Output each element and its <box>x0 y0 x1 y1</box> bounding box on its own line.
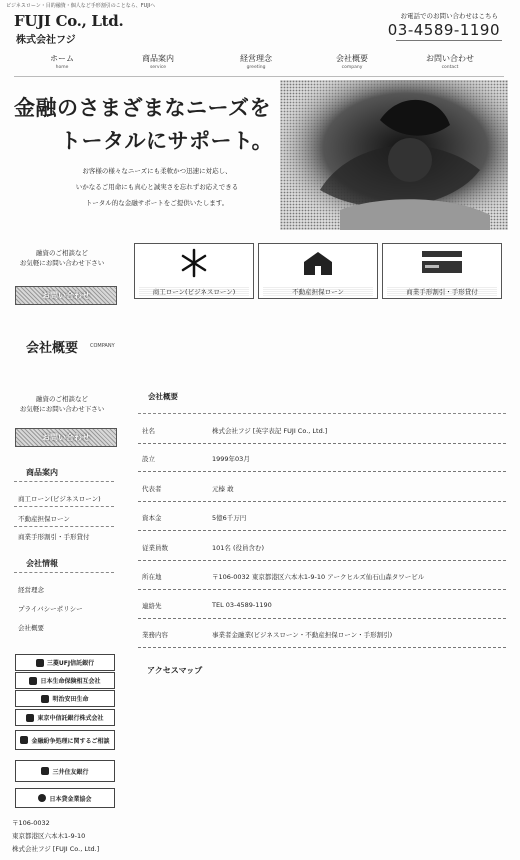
nav-contact[interactable] <box>410 53 490 70</box>
nav-service-sub: service <box>149 65 167 70</box>
hero-description-2: いかなるご用命にも真心と誠実さを忘れずお応えできる <box>75 183 239 191</box>
row-label: 社名 <box>142 427 155 435</box>
access-map-title: アクセスマップ <box>147 666 203 675</box>
nav-greeting[interactable] <box>216 53 296 70</box>
table-row <box>138 445 506 472</box>
row-value: 元榛 敢 <box>212 485 234 493</box>
nav-home-label: ホーム <box>50 54 74 63</box>
row-value: 101名 (役員含む) <box>212 544 265 552</box>
table-row <box>138 475 506 502</box>
footer-company-name: 株式会社フジ [FUJI Co., Ltd.] <box>12 845 100 853</box>
sidebar-divider <box>14 572 114 573</box>
bank-logo-icon <box>26 714 34 722</box>
row-label: 代表者 <box>142 485 162 493</box>
footer-address: 東京都港区六本木1-9-10 <box>12 832 86 840</box>
row-value: 1999年03月 <box>212 455 250 463</box>
bank-logo-icon <box>41 767 49 775</box>
sidebar-company-heading: 会社情報 <box>26 559 58 568</box>
bank-logo-icon <box>20 736 28 744</box>
contact-note: お電話でのお問い合わせはこちら <box>400 12 498 20</box>
row-value: 株式会社フジ [英字表記 FUJI Co., Ltd.] <box>212 427 328 435</box>
service-card-label: 商工ローン(ビジネスローン) <box>139 287 249 296</box>
table-row <box>138 592 506 619</box>
bank-logo-icon <box>38 794 46 802</box>
service-card-business-loan[interactable] <box>134 243 254 299</box>
nav-contact-label: お問い合わせ <box>426 54 474 63</box>
bank-name: 日本生命保険相互会社 <box>40 678 101 685</box>
sidebar-divider <box>14 481 114 482</box>
sidebar-inquiry-button-label: お問い合わせ <box>42 433 90 442</box>
inquiry-button-label: お問い合わせ <box>42 291 90 300</box>
bank-link[interactable] <box>15 672 115 689</box>
service-card-label: 商業手形割引・手形貸付 <box>387 287 497 296</box>
row-label: 従業員数 <box>142 544 168 552</box>
header-tagline: ビジネスローン・目的融資・個人など手形割引のことなら、FUJIへ <box>6 3 156 9</box>
sidebar-item-company[interactable]: 会社概要 <box>18 624 44 632</box>
sparkle-icon <box>179 248 209 278</box>
sidebar-products-heading: 商品案内 <box>26 468 58 477</box>
sidebar-item-business-loan[interactable]: 商工ローン(ビジネスローン) <box>18 495 101 503</box>
row-label: 連絡先 <box>142 602 162 610</box>
row-label: 資本金 <box>142 514 162 522</box>
nav-company[interactable] <box>312 53 392 70</box>
bank-name: 金融紛争処理に関するご相談 <box>31 737 110 745</box>
row-value: 〒106-0032 東京都港区六本木1-9-10 アークヒルズ仙石山森タワービル <box>212 573 425 581</box>
hero-headline-2: トータルにサポート。 <box>60 129 274 153</box>
table-row <box>138 504 506 531</box>
sidebar-divider <box>14 506 114 507</box>
nav-company-label: 会社概要 <box>336 54 368 63</box>
sidebar-item-real-estate[interactable]: 不動産担保ローン <box>18 515 70 523</box>
nav-greeting-sub: greeting <box>246 65 266 70</box>
phone-number[interactable]: 03-4589-1190 <box>387 21 500 39</box>
bank-link[interactable] <box>15 730 115 750</box>
company-logo-en[interactable]: FUJI Co., Ltd. <box>14 12 124 30</box>
row-label: 業務内容 <box>142 631 168 639</box>
bank-link[interactable] <box>15 760 115 782</box>
bank-logo-icon <box>36 659 44 667</box>
nav-service[interactable] <box>118 53 198 70</box>
house-icon <box>302 250 334 276</box>
bank-logo-icon <box>29 677 37 685</box>
nav-divider <box>14 76 504 77</box>
nav-greeting-label: 経営理念 <box>240 54 272 63</box>
table-row <box>138 417 506 444</box>
sidebar-inquiry-button[interactable] <box>15 428 117 447</box>
sidebar-item-bill-discount[interactable]: 商業手形割引・手形貸付 <box>18 533 90 541</box>
bank-link[interactable] <box>15 709 115 726</box>
card-icon <box>421 250 463 274</box>
inquiry-text-1: 融資のご相談など <box>36 249 88 257</box>
service-card-bill-discount[interactable] <box>382 243 502 299</box>
bank-name: 明治安田生命 <box>52 696 89 703</box>
sidebar-item-philosophy[interactable]: 経営理念 <box>18 586 44 594</box>
bank-link[interactable] <box>15 690 115 707</box>
profile-table-top <box>138 413 506 414</box>
profile-title: 会社概要 <box>148 392 178 401</box>
nav-home[interactable] <box>22 53 102 70</box>
row-label: 設立 <box>142 455 155 463</box>
phone-underline <box>396 40 502 41</box>
bank-link[interactable] <box>15 654 115 671</box>
sidebar-divider <box>14 526 114 527</box>
nav-company-sub: company <box>341 65 363 70</box>
nav-contact-sub: contact <box>441 65 459 70</box>
hero-image <box>280 80 508 230</box>
row-value: 5億6千万円 <box>212 514 247 522</box>
service-card-label: 不動産担保ローン <box>263 287 373 296</box>
hero-headline-1: 金融のさまざまなニーズを <box>14 96 271 120</box>
hero-description-1: お客様の様々なニーズにも柔軟かつ迅速に対応し、 <box>82 167 232 175</box>
bank-name: 日本貸金業協会 <box>49 795 92 803</box>
table-row <box>138 563 506 590</box>
row-value: 事業者金融業(ビジネスローン・不動産担保ローン・手形割引) <box>212 631 393 639</box>
section-subtitle: COMPANY <box>90 343 115 349</box>
row-value: TEL 03-4589-1190 <box>212 601 272 609</box>
row-label: 所在地 <box>142 573 162 581</box>
bank-link[interactable] <box>15 788 115 808</box>
inquiry-text-2: お気軽にお問い合わせ下さい <box>19 259 105 267</box>
table-row <box>138 621 506 648</box>
sidebar-item-privacy[interactable]: プライバシーポリシー <box>18 605 83 613</box>
nav-home-sub: home <box>55 65 69 70</box>
sidebar-inquiry-text-2: お気軽にお問い合わせ下さい <box>19 405 105 413</box>
bank-name: 三菱UFJ信託銀行 <box>46 660 95 667</box>
bank-name: 東京中信託銀行株式会社 <box>37 715 104 722</box>
company-logo-jp[interactable]: 株式会社フジ <box>16 35 76 46</box>
hero-description-3: トータル的な金融サポートをご提供いたします。 <box>85 199 229 207</box>
sidebar-inquiry-text-1: 融資のご相談など <box>36 395 88 403</box>
bank-name: 三井住友銀行 <box>52 768 89 776</box>
footer-postal: 〒106-0032 <box>12 819 50 827</box>
inquiry-button[interactable] <box>15 286 117 305</box>
service-card-real-estate[interactable] <box>258 243 378 299</box>
table-row <box>138 534 506 561</box>
bank-logo-icon <box>41 695 49 703</box>
section-title: 会社概要 <box>26 341 79 356</box>
nav-service-label: 商品案内 <box>142 54 174 63</box>
